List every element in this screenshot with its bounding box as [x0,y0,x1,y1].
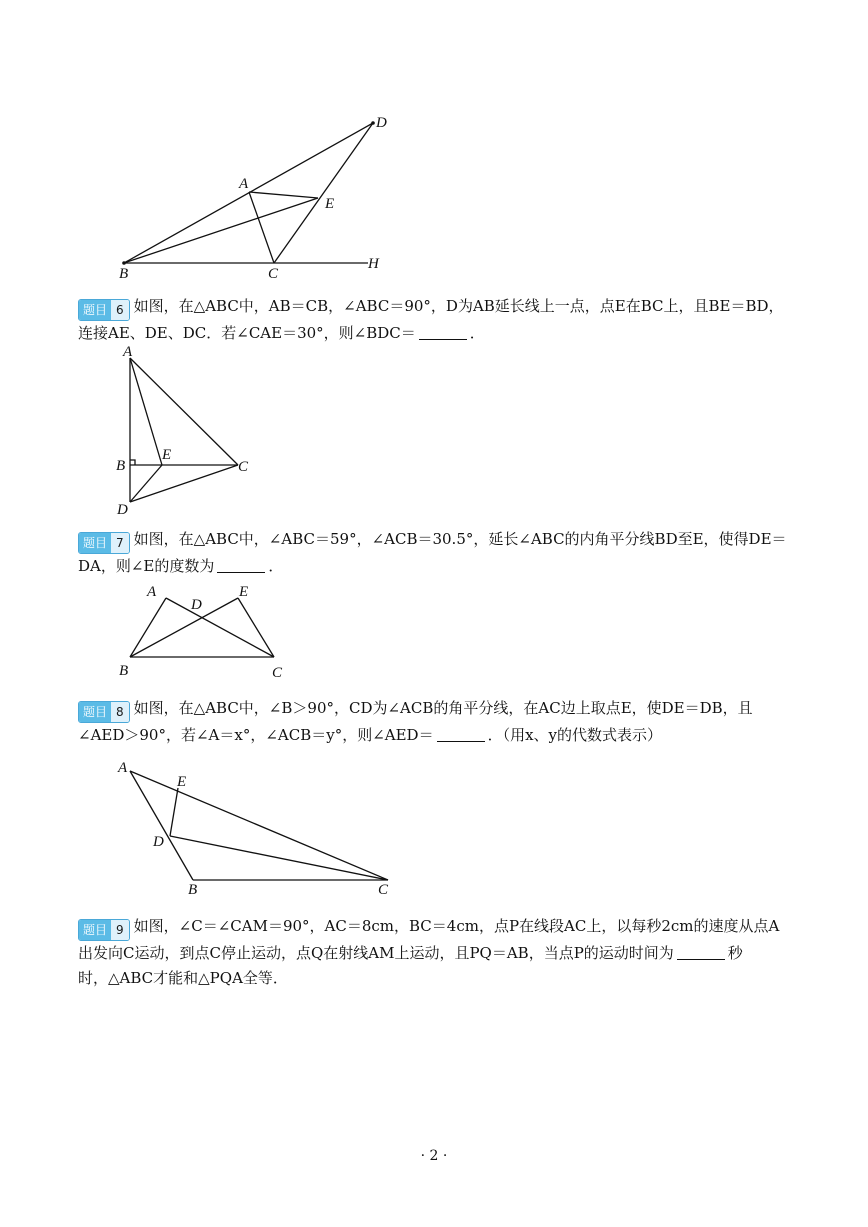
segment-ec [238,598,274,657]
label-a: A [123,344,133,360]
answer-blank [419,325,467,340]
figure-8 [117,760,389,898]
problem-badge [78,701,130,723]
problem-7 [78,527,788,579]
problem-text: 时，△ABC才能和△PQA全等． [78,969,288,987]
problem-line-1 [78,294,788,321]
problem-text-end: ． [469,324,485,342]
badge-number: 8 [111,702,129,722]
problem-line-3 [78,966,788,991]
label-e: E [239,584,249,600]
problem-9 [78,914,788,991]
problem-line-1 [78,527,788,554]
label-c: C [268,266,279,282]
segment-ac [249,192,274,263]
segment-ac [166,598,274,657]
label-a: A [147,584,157,600]
label-c: C [238,459,249,475]
figure-top [119,115,387,282]
problem-line-1 [78,696,788,723]
answer-blank [437,727,485,742]
segment-ae [249,192,318,198]
badge-number: 6 [111,300,129,320]
label-d: D [376,115,387,131]
answer-blank [677,945,725,960]
problem-text: 如图，在△ABC中，∠B＞90°，CD为∠ACB的角平分线，在AC边上取点E，使DE＝DB，且 [133,699,753,717]
badge-number: 9 [111,920,129,940]
problem-text: DA，则∠E的度数为 [78,557,215,575]
label-d: D [191,597,202,613]
label-d: D [153,834,164,850]
label-e: E [177,774,187,790]
problem-text-end: ． [268,557,284,575]
problem-text-end: ．（用x、y的代数式表示） [487,726,663,744]
segment-be [130,598,238,657]
problem-badge [78,299,130,321]
badge-label: 题目 [79,702,111,722]
problem-line-2 [78,723,788,748]
problem-text: 出发向C运动，到点C停止运动，点Q在射线AM上运动，且PQ＝AB，当点P的运动时间为 [78,944,674,962]
segment-ac [130,771,388,880]
segment-de [170,788,178,836]
problem-6 [78,294,788,346]
problem-line-2 [78,321,788,346]
badge-label: 题目 [79,533,111,553]
problem-text: ∠AED＞90°，若∠A＝x°，∠ACB＝y°，则∠AED＝ [78,726,434,744]
label-e: E [325,196,335,212]
segment-dc [170,836,388,880]
segment-cd [274,123,373,263]
page-number: · 2 · [420,1148,448,1164]
problem-text: 连接AE、DE、DC．若∠CAE＝30°，则∠BDC＝ [78,324,416,342]
point-b [122,261,126,265]
label-b: B [188,882,198,898]
label-b: B [119,266,129,282]
problem-line-2 [78,941,788,966]
problem-line-2 [78,554,788,579]
right-angle-mark [130,460,135,465]
problem-text: 如图，在△ABC中，AB＝CB，∠ABC＝90°，D为AB延长线上一点，点E在BC上，且BE＝BD， [133,297,784,315]
label-h: H [368,256,379,272]
badge-number: 7 [111,533,129,553]
label-a: A [118,760,128,776]
label-e: E [162,447,172,463]
problem-text: 如图，在△ABC中，∠ABC＝59°，∠ACB＝30.5°，延长∠ABC的内角平分线BD至E，使得DE＝ [133,530,787,548]
label-b: B [116,458,126,474]
label-a: A [239,176,249,192]
problem-text-unit: 秒 [727,944,743,962]
label-c: C [272,665,283,681]
figure-6 [116,344,249,518]
problem-8 [78,696,788,748]
badge-label: 题目 [79,300,111,320]
problem-badge [78,919,130,941]
label-d: D [117,502,128,518]
label-c: C [378,882,389,898]
problem-line-1 [78,914,788,941]
segment-bd [124,123,373,263]
point-d [371,121,375,125]
label-b: B [119,663,129,679]
problem-badge [78,532,130,554]
badge-label: 题目 [79,920,111,940]
figure-7 [119,584,283,681]
answer-blank [217,558,265,573]
problem-text: 如图，∠C＝∠CAM＝90°，AC＝8cm，BC＝4cm，点P在线段AC上，以每秒2cm的速度从点A [133,917,780,935]
segment-ab [130,598,166,657]
